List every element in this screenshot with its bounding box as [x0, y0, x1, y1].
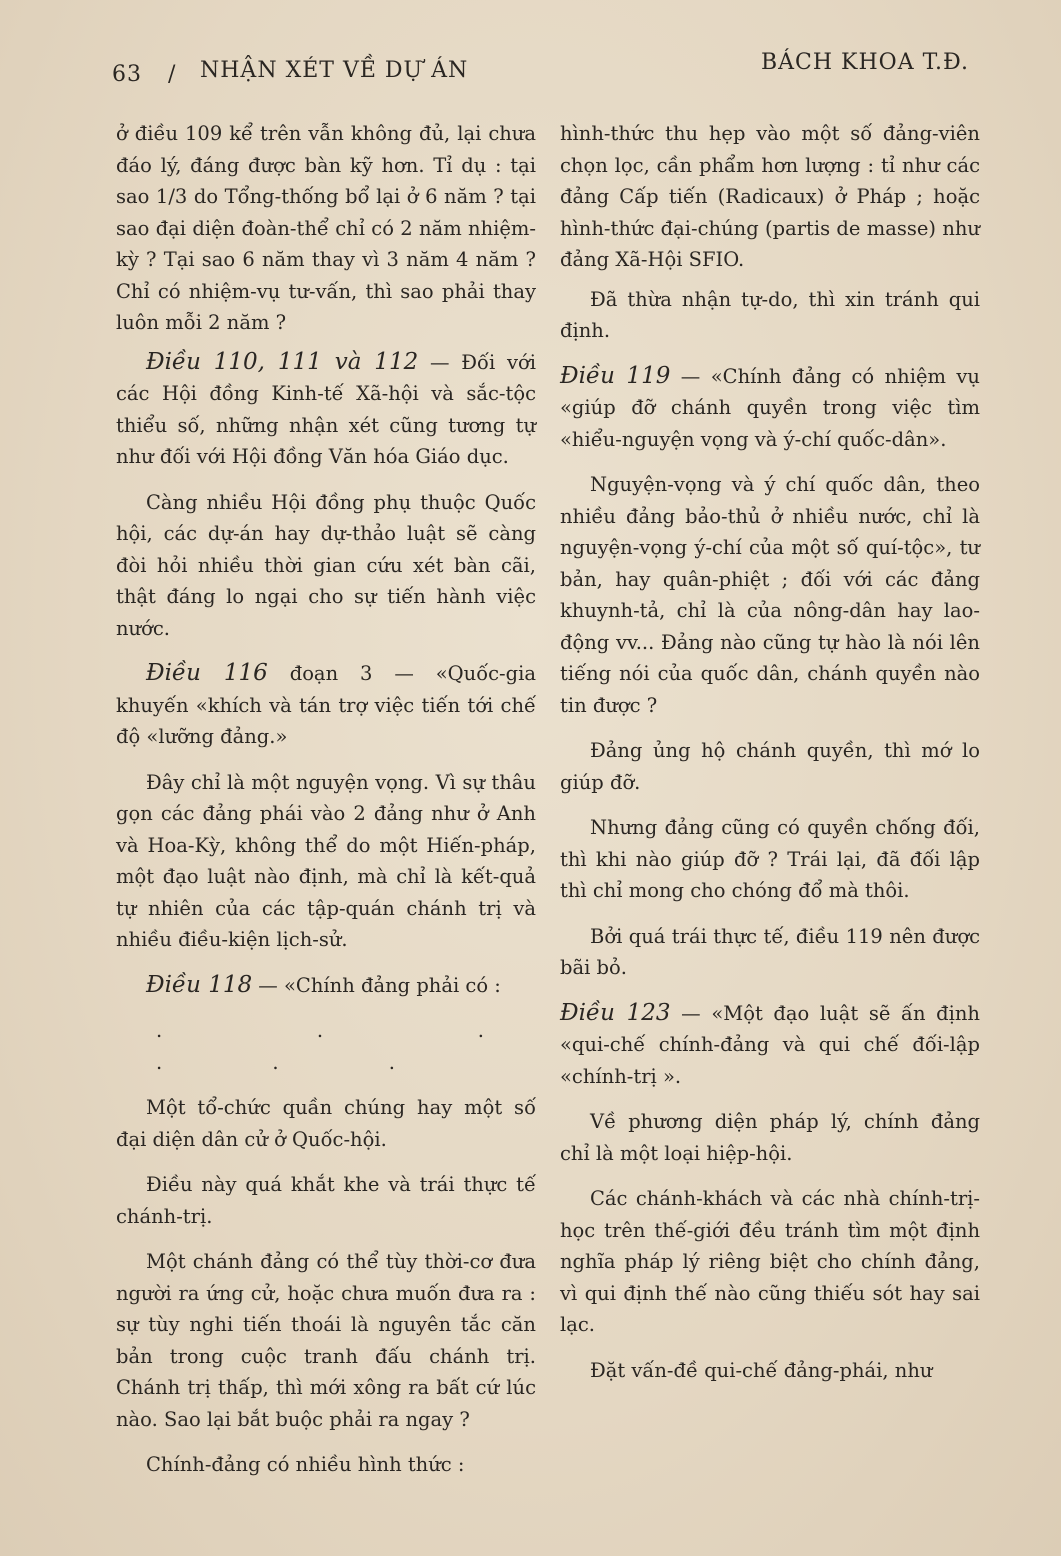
paragraph: Đã thừa nhận tự-do, thì xin tránh qui định.	[560, 287, 980, 342]
article-paragraph	[116, 658, 536, 753]
paragraph: ở điều 109 kể trên vẫn không đủ, lại chưa đáo lý, đáng được bàn kỹ hơn. Tỉ dụ : tại sao 1/3 do Tổng-thống bổ lại ở 6 năm ? tại sao đại diện đoàn-thể chỉ có 2 năm nhiệm-kỳ ? Tại sao 6 năm thay vì 3 năm 4 năm ? Chỉ có nhiệm-vụ tư-vấn, thì sao phải thay luôn mỗi 2 năm ?	[116, 122, 536, 334]
article-label: Điều 118	[146, 971, 253, 998]
article-paragraph	[116, 347, 536, 473]
paragraph: Càng nhiều Hội đồng phụ thuộc Quốc hội, các dự-án hay dự-thảo luật sẽ càng đòi hỏi nhiều thời gian cứu xét bàn cãi, thật đáng lo ngại cho sự tiến hành việc nước.	[116, 490, 536, 640]
paragraph: Chính-đảng có nhiều hình thức :	[146, 1453, 465, 1476]
paragraph: Các chánh-khách và các nhà chính-trị-học trên thế-giới đều tránh tìm một định nghĩa pháp lý riêng biệt cho chính đảng, vì qui định thế nào cũng thiếu sót hay sai lạc.	[560, 1187, 980, 1336]
article-text: — Đối với các Hội đồng Kinh-tế Xã-hội và sắc-tộc thiểu số, những nhận xét cũng tương tự như đối với Hội đồng Văn hóa Giáo dục.	[116, 350, 536, 468]
paragraph: Một tổ-chức quần chúng hay một số đại diện dân cử ở Quốc-hội.	[116, 1096, 536, 1151]
paragraph: Bởi quá trái thực tế, điều 119 nên được bãi bỏ.	[560, 924, 980, 979]
paragraph: Điều này quá khắt khe và trái thực tế chánh-trị.	[116, 1173, 536, 1228]
paragraph: Đảng ủng hộ chánh quyền, thì mớ lo giúp đỡ.	[560, 739, 980, 794]
article-text: — «Chính đảng có nhiệm vụ «giúp đỡ chánh quyền trong việc tìm «hiểu-nguyện vọng và ý-chí quốc-dân».	[560, 364, 980, 451]
paragraph: Nhưng đảng cũng có quyền chống đối, thì khi nào giúp đỡ ? Trái lại, đã đối lập thì chỉ mong cho chóng đổ mà thôi.	[560, 816, 980, 902]
left-column	[116, 118, 536, 1495]
article-text: — «Một đạo luật sẽ ấn định «qui-chế chính-đảng và qui chế đối-lập «chính-trị ».	[560, 1001, 980, 1088]
article-label: Điều 119	[560, 362, 671, 389]
publication-name: BÁCH KHOA T.Đ.	[760, 50, 969, 75]
paragraph: Một chánh đảng có thể tùy thời-cơ đưa người ra ứng cử, hoặc chưa muốn đưa ra : sự tùy nghi tiến thoái là nguyên tắc căn bản trong cuộc tranh đấu chánh trị. Chánh trị thấp, thì mới xông ra bất cứ lúc nào. Sao lại bắt buộc phải ra ngay ?	[116, 1250, 536, 1431]
article-paragraph	[560, 998, 980, 1093]
article-text: đoạn 3 — «Quốc-gia khuyến «khích và tán trợ việc tiến tới chế độ «lưỡng đảng.»	[116, 662, 536, 748]
chapter-title: NHẬN XÉT VỀ DỰ ÁN	[200, 58, 469, 83]
paragraph: Đặt vấn-đề qui-chế đảng-phái, như	[590, 1358, 933, 1382]
article-label: Điều 123	[560, 999, 671, 1026]
article-paragraph	[116, 970, 536, 1002]
paragraph: Về phương diện pháp lý, chính đảng chỉ là một loại hiệp-hội.	[560, 1110, 980, 1165]
ellipsis-row: . . . . . .	[156, 1019, 536, 1074]
article-text: — «Chính đảng phải có :	[252, 973, 501, 997]
paragraph: Đây chỉ là một nguyện vọng. Vì sự thâu gọn các đảng phái vào 2 đảng như ở Anh và Hoa-Kỳ, không thể do một Hiến-pháp, một đạo luật nào định, mà chỉ là kết-quả tự nhiên của các tập-quán chánh trị và nhiều điều-kiện lịch-sử.	[116, 770, 536, 951]
article-label: Điều 110, 111 và 112	[146, 348, 419, 375]
paragraph: hình-thức thu hẹp vào một số đảng-viên chọn lọc, cần phẩm hơn lượng : tỉ như các đảng Cấp tiến (Radicaux) ở Pháp ; hoặc hình-thức đại-chúng (partis de masse) như đảng Xã-Hội SFIO.	[560, 122, 980, 271]
running-header	[112, 52, 981, 92]
right-column	[560, 118, 980, 1400]
article-paragraph	[560, 361, 980, 456]
paragraph: Nguyện-vọng và ý chí quốc dân, theo nhiều đảng bảo-thủ ở nhiều nước, chỉ là nguyện-vọng ý-chí của một số quí-tộc», tư bản, hay quân-phiệt ; đối với các đảng khuynh-tả, chỉ là của nông-dân hay lao-động vv... Đảng nào cũng tự hào là nói lên tiếng nói của quốc dân, chánh quyền nào tin được ?	[560, 473, 980, 717]
article-label: Điều 116	[146, 660, 268, 686]
page-number: 63	[112, 62, 142, 87]
header-separator: /	[168, 62, 177, 87]
